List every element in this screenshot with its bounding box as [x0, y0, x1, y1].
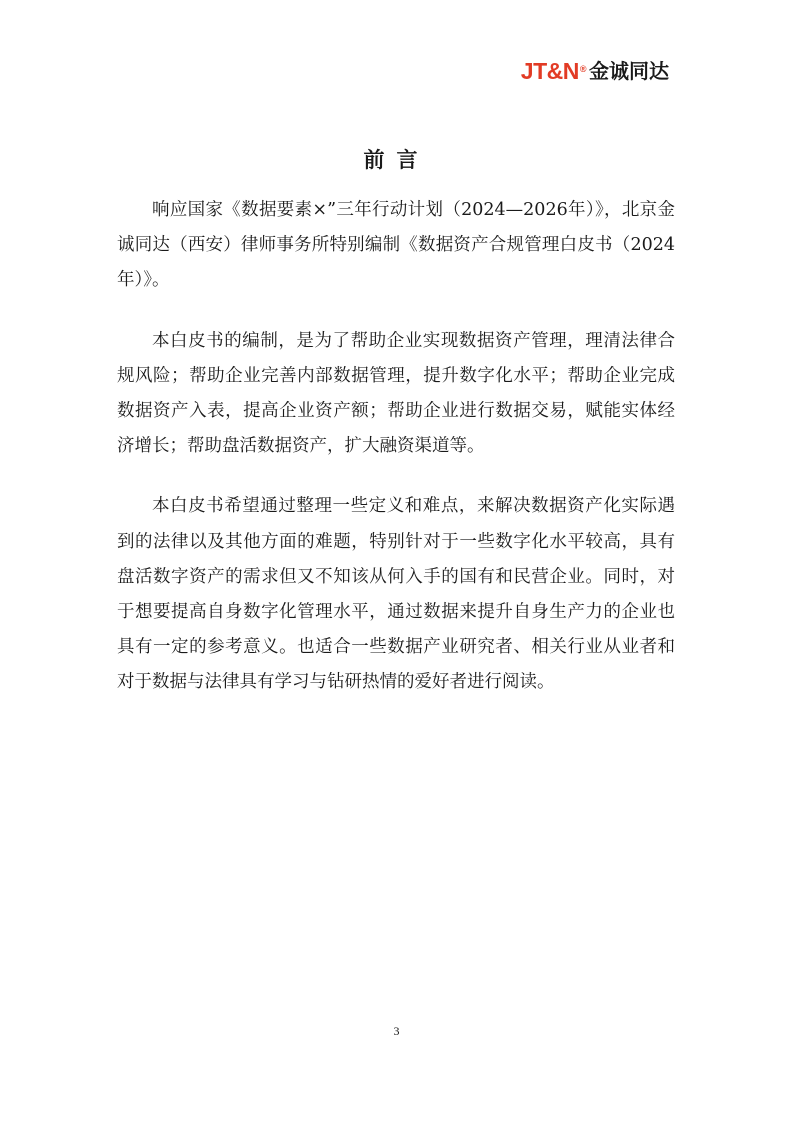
page-number: 3: [393, 1024, 400, 1038]
company-logo: [521, 58, 669, 84]
paragraph-3: 本白皮书希望通过整理一些定义和难点，来解决数据资产化实际遇到的法律以及其他方面的难题，特别针对于一些数字化水平较高，具有盘活数字资产的需求但又不知该从何入手的国有和民营企业。同时，对于想要提高自身数字化管理水平，通过数据来提升自身生产力的企业也具有一定的参考意义。也适合一些数据产业研究者、相关行业从业者和对于数据与法律具有学习与钻研热情的爱好者进行阅读。: [117, 496, 675, 693]
logo-registered-mark: ®: [579, 64, 586, 74]
preface-body: [117, 193, 675, 726]
paragraph-1: 响应国家《数据要素×”三年行动计划（2024—2026年）》，北京金诚同达（西安）律师事务所特别编制《数据资产合规管理白皮书（2024年）》。: [117, 200, 675, 291]
paragraph-2: 本白皮书的编制，是为了帮助企业实现数据资产管理，理清法律合规风险；帮助企业完善内部数据管理，提升数字化水平；帮助企业完成数据资产入表，提高企业资产额；帮助企业进行数据交易，赋能实体经济增长；帮助盘活数据资产，扩大融资渠道等。: [117, 330, 675, 457]
page-title: 前言: [363, 148, 430, 172]
logo-chinese-name: 金诚同达: [589, 59, 669, 83]
logo-mark-text: JT&N: [520, 58, 579, 84]
logo-mark: [521, 58, 586, 84]
